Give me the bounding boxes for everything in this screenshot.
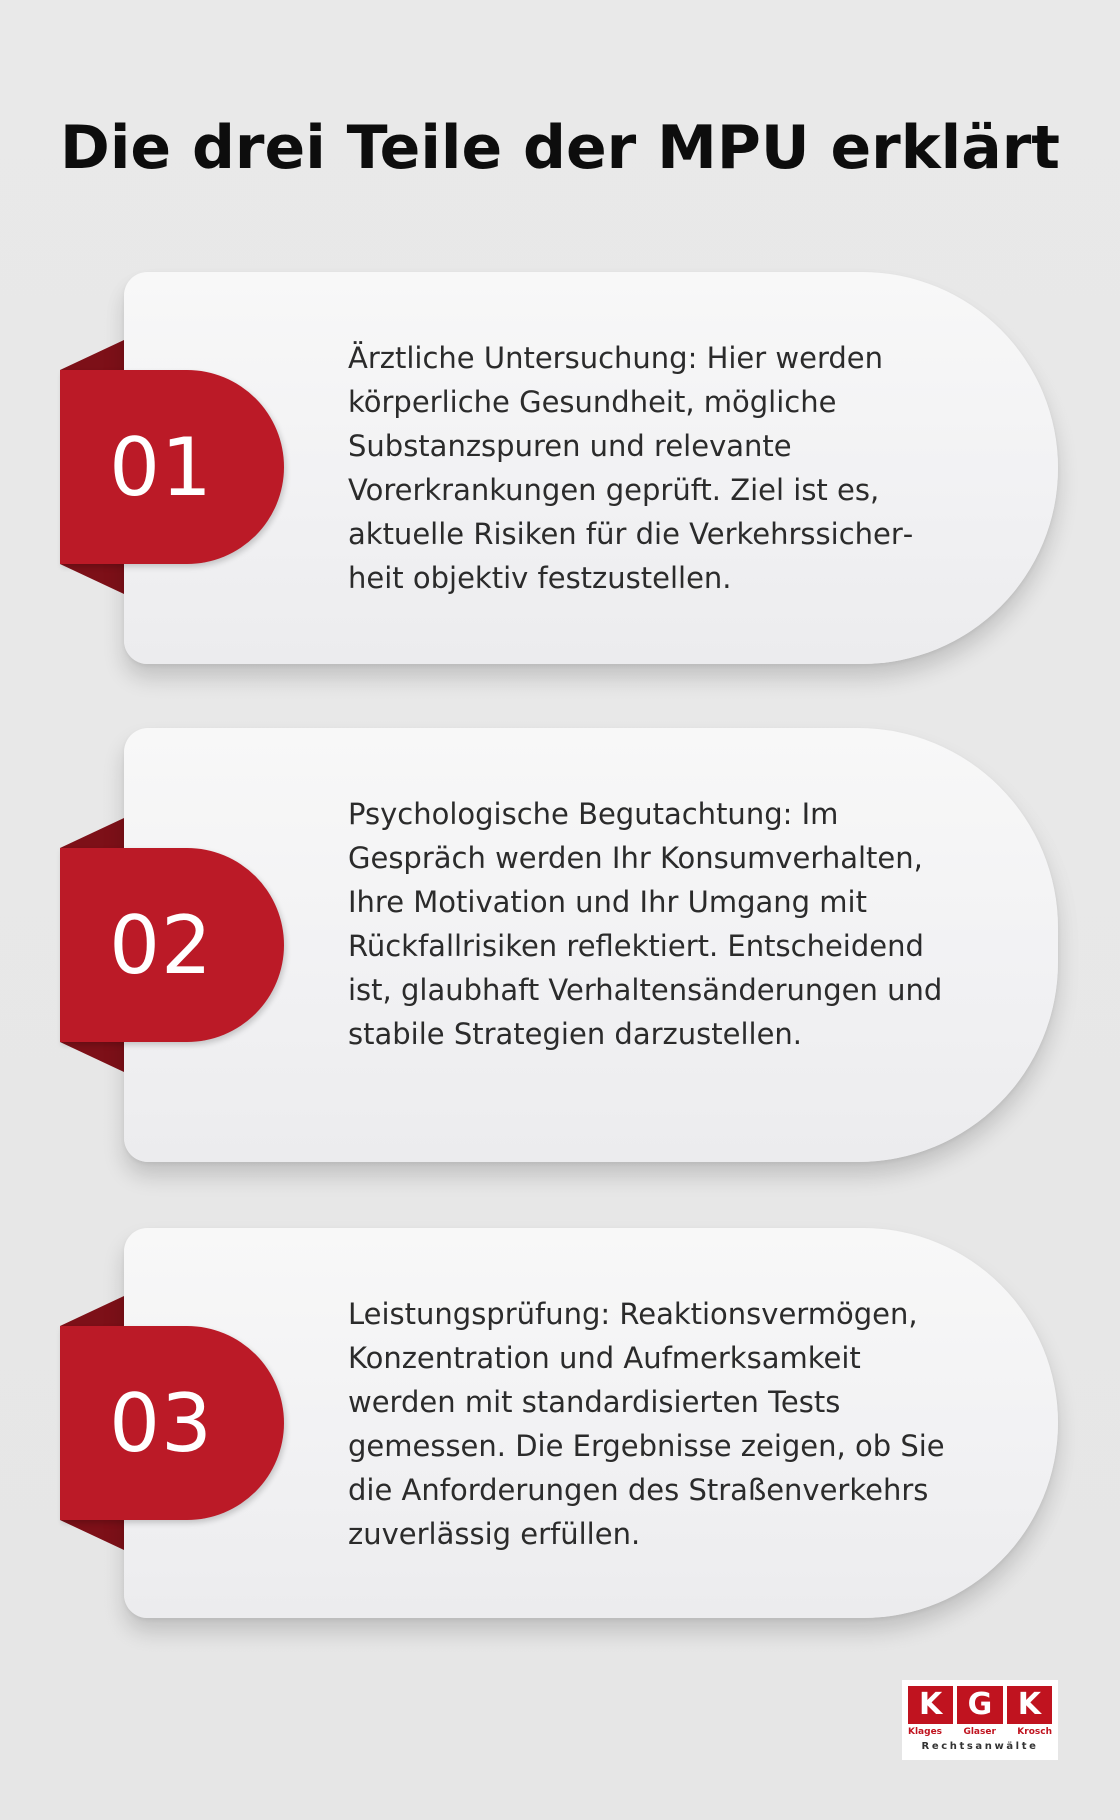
step-number-badge — [60, 370, 284, 564]
logo-names — [908, 1727, 1052, 1737]
logo-name-glaser: Glaser — [963, 1727, 996, 1737]
ribbon-fold-top — [60, 818, 124, 848]
logo-letter-k1: K — [908, 1686, 953, 1724]
ribbon-fold-top — [60, 1296, 124, 1326]
step-description: Leistungsprüfung: Reaktionsvermögen, Konzentration und Aufmerksamkeit werden mit standardisierten Tests gemessen. Die Ergebnisse zeigen, ob Sie die Anforderungen des Straßenverkehrs zuverlässig erfüllen. — [348, 1297, 945, 1551]
step-number-badge — [60, 848, 284, 1042]
logo-name-krosch: Krosch — [1017, 1727, 1052, 1737]
logo-letter-g: G — [957, 1686, 1002, 1724]
step-card-2 — [0, 728, 1120, 1162]
step-description: Ärztliche Untersuchung: Hier werden körperliche Gesundheit, mögliche Substanzspuren und relevante Vorerkrankungen geprüft. Ziel ist es, aktuelle Risiken für die Verkehrssicherheit objektiv festzustellen. — [348, 341, 914, 595]
logo-subtitle: Rechtsanwälte — [921, 1741, 1039, 1752]
ribbon-fold-bottom — [60, 564, 124, 594]
step-number: 02 — [109, 898, 213, 992]
step-number: 03 — [109, 1376, 213, 1470]
step-number-badge — [60, 1326, 284, 1520]
logo-letters — [908, 1686, 1052, 1724]
ribbon-fold-bottom — [60, 1520, 124, 1550]
logo-letter-k2: K — [1007, 1686, 1052, 1724]
step-description: Psychologische Begutachtung: Im Gespräch werden Ihr Konsumverhalten, Ihre Motivation und Ihr Umgang mit Rückfallrisiken reflektiert. Entscheidend ist, glaubhaft Verhaltensänderungen und stabile Strategien darzustellen. — [348, 797, 943, 1051]
logo-name-klages: Klages — [908, 1727, 943, 1737]
page-title: Die drei Teile der MPU erklärt — [60, 113, 1060, 183]
ribbon-fold-top — [60, 340, 124, 370]
step-number: 01 — [109, 420, 213, 514]
step-card-1 — [0, 272, 1120, 664]
step-card-3 — [0, 1228, 1120, 1618]
ribbon-fold-bottom — [60, 1042, 124, 1072]
kgk-logo — [902, 1680, 1058, 1760]
